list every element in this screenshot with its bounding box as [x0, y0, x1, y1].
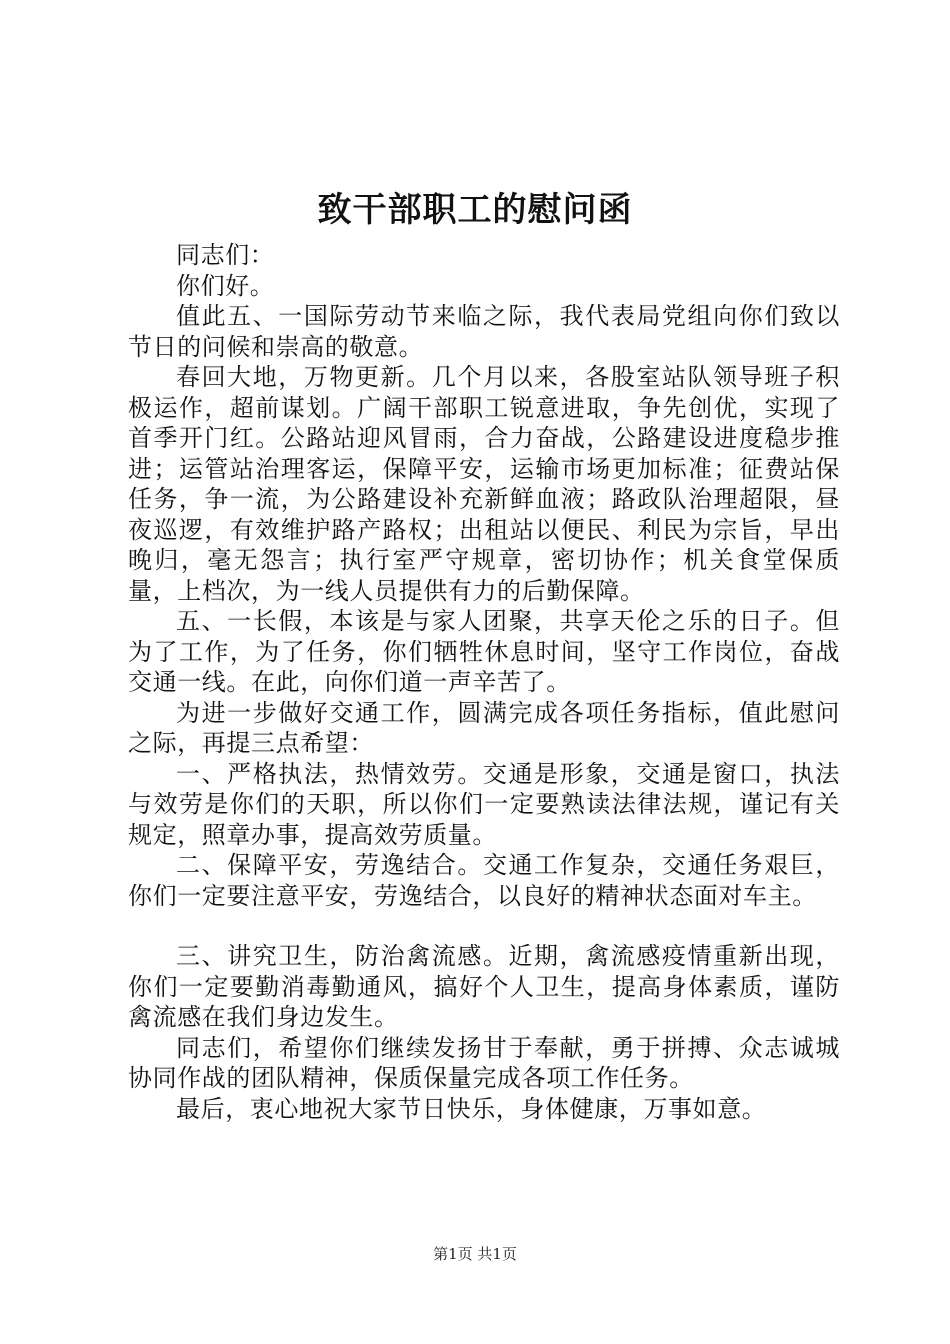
document-title: 致干部职工的慰问函: [317, 190, 633, 230]
paragraph-holiday-sacrifice: 五、一长假，本该是与家人团聚，共享天伦之乐的日子。但为了工作，为了任务，你们牺牲休息时间，坚守工作岗位，奋战交通一线。在此，向你们道一声辛苦了。: [128, 607, 840, 696]
paragraph-closing-wishes: 最后，衷心地祝大家节日快乐，身体健康，万事如意。: [176, 1094, 767, 1123]
paragraph-three-hopes-intro: 为进一步做好交通工作，圆满完成各项任务指标，值此慰问之际，再提三点希望：: [128, 698, 840, 757]
paragraph-team-spirit: 同志们，希望你们继续发扬甘于奉献，勇于拼搏、众志诚城协同作战的团队精神，保质保量完成各项工作任务。: [128, 1033, 840, 1092]
paragraph-hope-one: 一、严格执法，热情效劳。交通是形象，交通是窗口，执法与效劳是你们的天职，所以你们一定要熟读法律法规，谨记有关规定，照章办事，提高效劳质量。: [128, 759, 840, 849]
page-footer: 第1页 共1页: [433, 1245, 517, 1263]
paragraph-holiday-greeting: 值此五、一国际劳动节来临之际，我代表局党组向你们致以节日的问候和崇高的敬意。: [128, 302, 840, 361]
greeting: 你们好。: [176, 271, 275, 300]
paragraph-hope-two: 二、保障平安，劳逸结合。交通工作复杂，交通任务艰巨，你们一定要注意平安，劳逸结合，以良好的精神状态面对车主。: [128, 851, 840, 910]
paragraph-achievements: 春回大地，万物更新。几个月以来，各股室站队领导班子积极运作，超前谋划。广阔干部职工锐意进取，争先创优，实现了首季开门红。公路站迎风冒雨，合力奋战，公路建设进度稳步推进；运管站治理客运，保障平安，运输市场更加标准；征费站保任务，争一流，为公路建设补充新鲜血液；路政队治理超限，昼夜巡逻，有效维护路产路权；出租站以便民、利民为宗旨，早出晚归，毫无怨言；执行室严守规章，密切协作；机关食堂保质量，上档次，为一线人员提供有力的后勤保障。: [128, 363, 840, 605]
paragraph-spacer: [128, 911, 840, 941]
salutation: 同志们：: [176, 241, 275, 269]
paragraph-hope-three: 三、讲究卫生，防治禽流感。近期，禽流感疫情重新出现，你们一定要勤消毒勤通风，搞好个人卫生，提高身体素质，谨防禽流感在我们身边发生。: [128, 942, 840, 1031]
letter-body: [128, 240, 840, 1124]
